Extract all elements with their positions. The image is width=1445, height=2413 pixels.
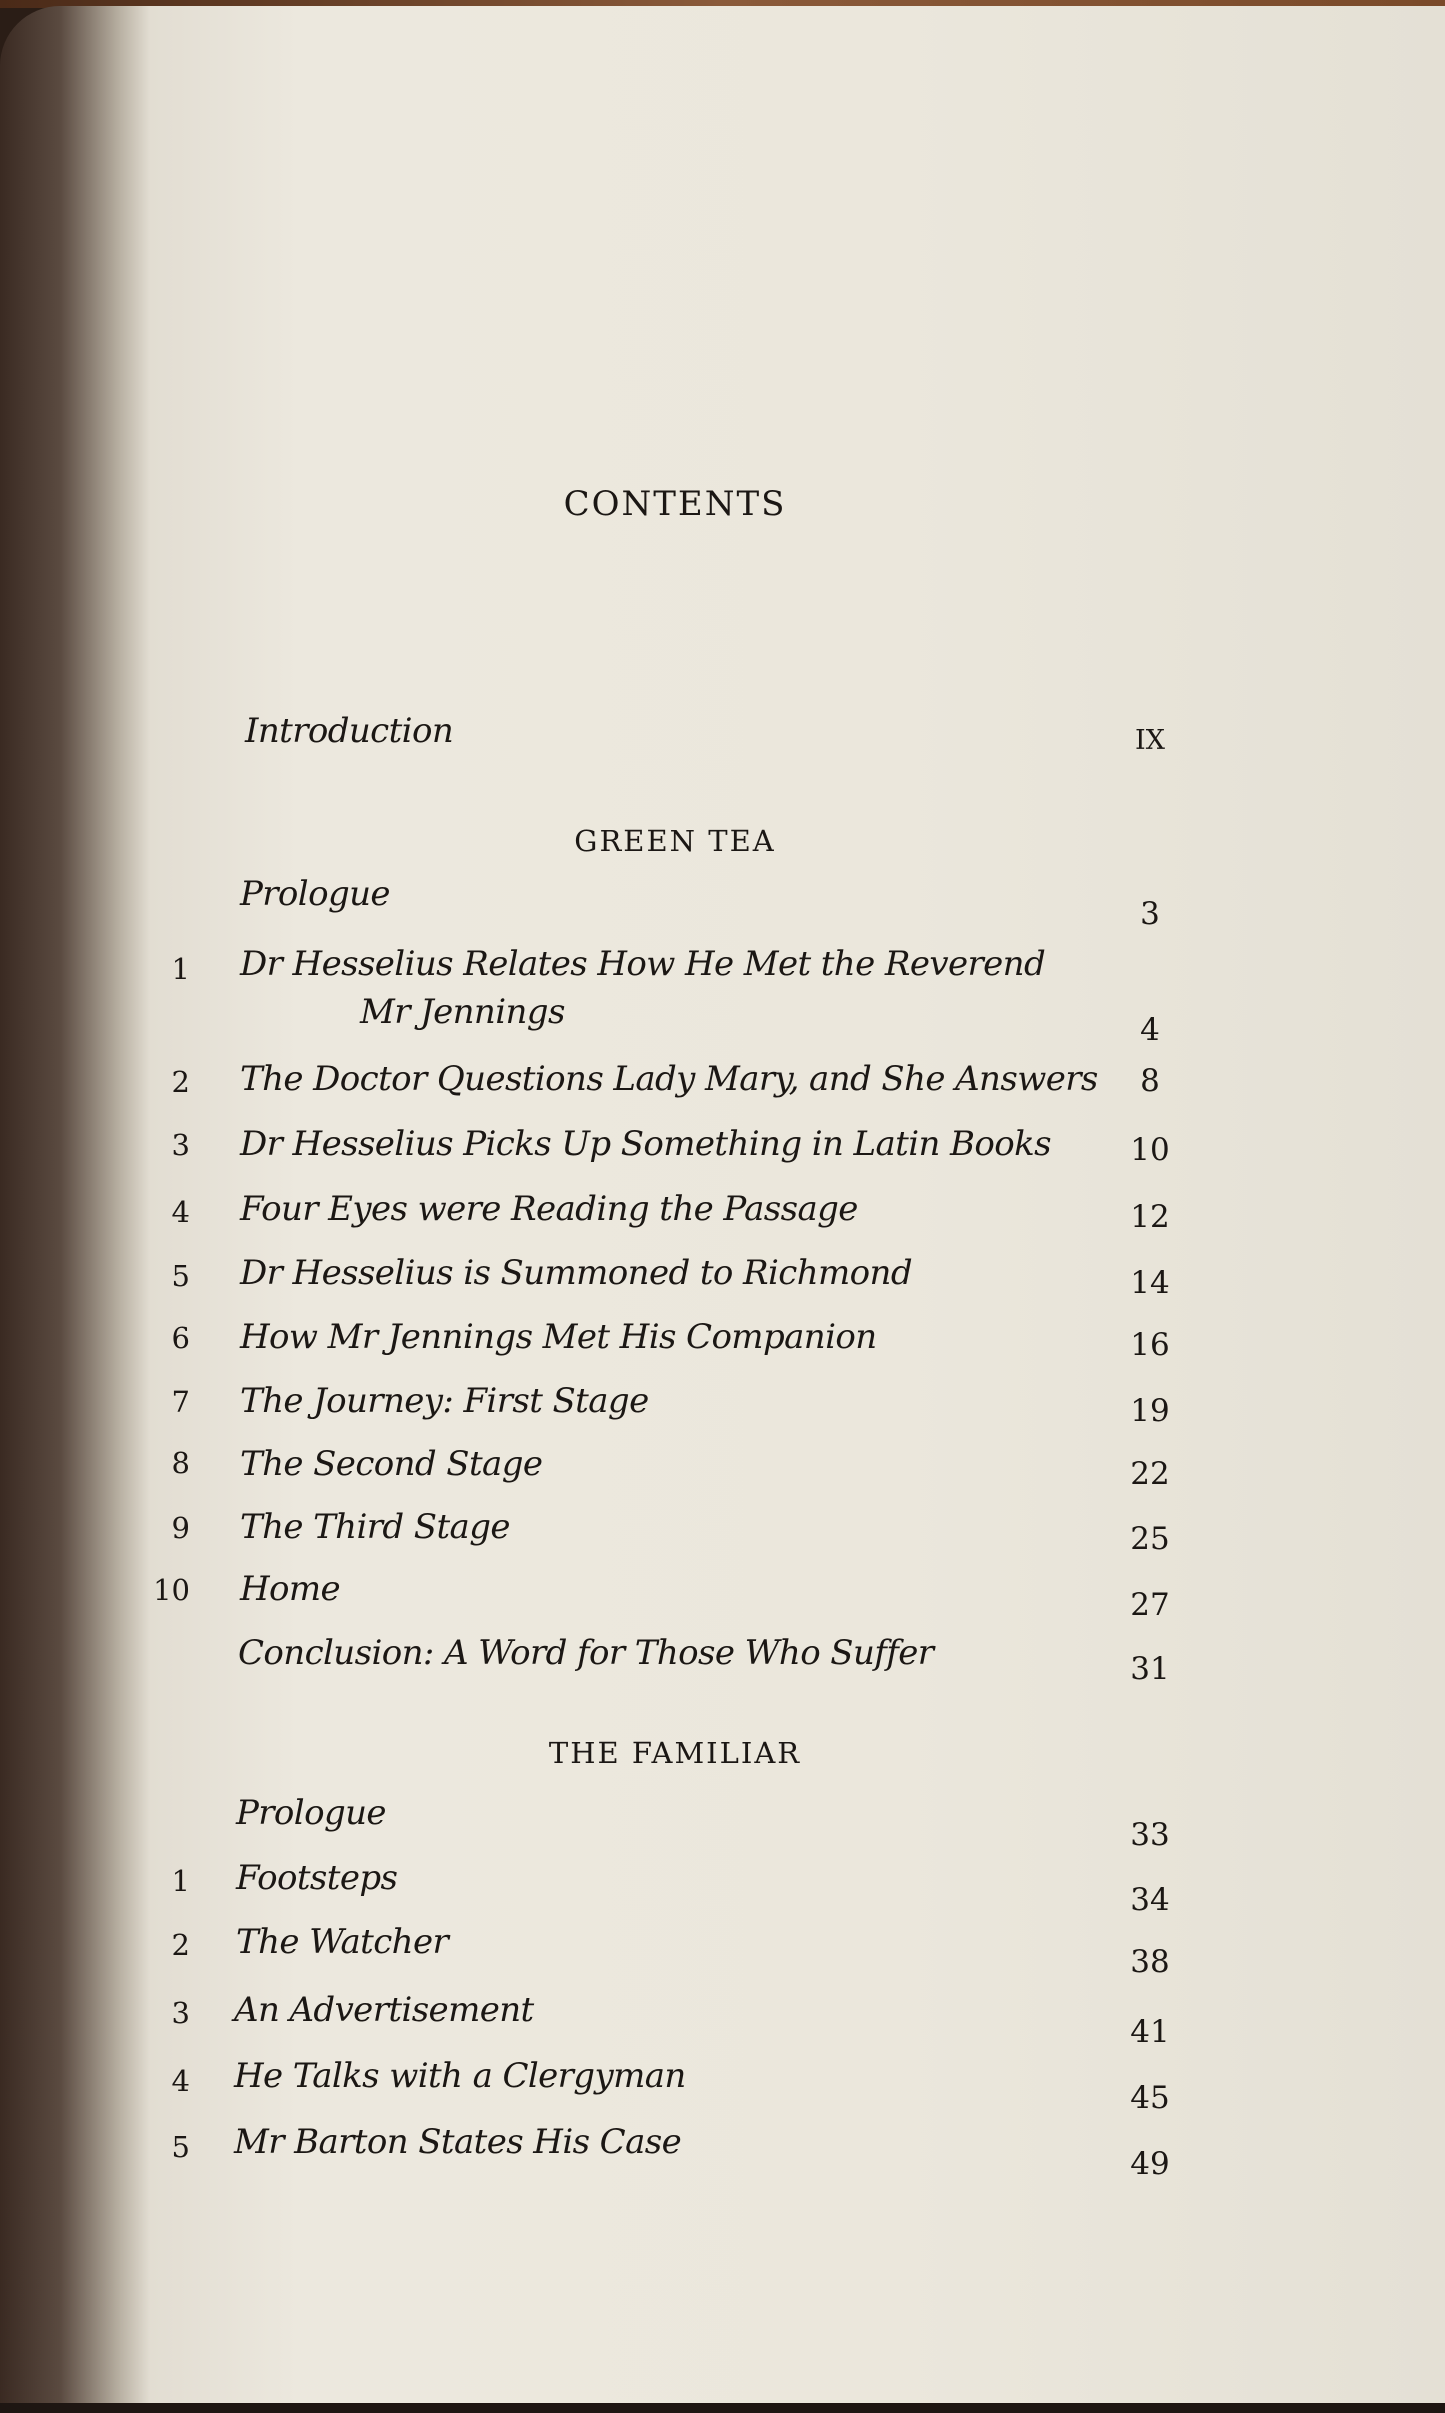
entry-title: Footsteps [236,1858,398,1898]
entry-page: 38 [1130,1944,1170,1980]
toc-entry[interactable] [0,1059,1445,1119]
entry-number: 1 [171,952,190,986]
entry-title-line1: Dr Hesselius Relates How He Met the Reverend [240,944,1046,984]
entry-page: 19 [1130,1393,1170,1429]
entry-title: Four Eyes were Reading the Passage [240,1189,858,1229]
toc-entry[interactable] [0,1858,1445,1918]
entry-title: The Watcher [236,1922,449,1962]
toc-entry[interactable] [0,1990,1445,2050]
entry-page: 27 [1130,1587,1170,1623]
entry-page: 25 [1130,1521,1170,1557]
entry-number: 3 [171,1128,190,1162]
entry-title: The Journey: First Stage [240,1381,649,1421]
toc-entry[interactable] [0,944,1445,1054]
entry-number: 4 [171,2064,190,2098]
entry-page: 33 [1130,1817,1170,1853]
entry-page: 41 [1130,2014,1170,2050]
toc-entry[interactable] [0,1444,1445,1504]
toc-entry[interactable] [0,1381,1445,1441]
entry-page: 12 [1130,1199,1170,1235]
entry-number: 3 [171,1996,190,2030]
entry-number: 6 [171,1321,190,1355]
entry-number: 2 [171,1928,190,1962]
entry-title: The Doctor Questions Lady Mary, and She Answers [240,1059,1098,1099]
entry-number: 8 [171,1446,190,1480]
toc-entry[interactable] [0,1793,1445,1853]
entry-title [240,944,1045,1032]
toc-entry[interactable] [0,1253,1445,1313]
entry-page: 4 [1140,1012,1160,1048]
toc-entry[interactable] [0,1633,1445,1693]
book-page [0,6,1445,2406]
entry-number: 10 [153,1573,190,1607]
entry-page: 22 [1130,1456,1170,1492]
entry-title: Introduction [245,711,454,751]
section-heading-the-familiar: THE FAMILIAR [548,1736,802,1770]
entry-page: 3 [1140,896,1160,932]
entry-title: Dr Hesselius is Summoned to Richmond [240,1253,912,1293]
entry-title: He Talks with a Clergyman [234,2056,686,2096]
toc-entry[interactable] [0,2122,1445,2182]
entry-title: The Second Stage [240,1444,543,1484]
entry-page: 31 [1130,1651,1170,1687]
entry-page: IX [1135,725,1165,756]
entry-page: 45 [1130,2080,1170,2116]
page-bottom-edge [0,2403,1445,2413]
toc-entry[interactable] [0,1922,1445,1982]
entry-page: 16 [1130,1327,1170,1363]
entry-page: 10 [1130,1132,1170,1168]
entry-number: 9 [171,1511,190,1545]
entry-title: Home [240,1569,341,1609]
entry-title-line2: Mr Jennings [360,992,565,1032]
toc-entry[interactable] [0,1569,1445,1629]
entry-number: 1 [171,1864,190,1898]
entry-number: 5 [171,2130,190,2164]
entry-title: Mr Barton States His Case [234,2122,682,2162]
entry-title: The Third Stage [240,1507,510,1547]
entry-title: Prologue [240,874,390,914]
toc-entry[interactable] [0,1124,1445,1184]
entry-title: Conclusion: A Word for Those Who Suffer [238,1633,934,1673]
page-title: CONTENTS [563,484,787,524]
entry-title: Dr Hesselius Picks Up Something in Latin Books [240,1124,1051,1164]
entry-number: 5 [171,1259,190,1293]
entry-number: 4 [171,1195,190,1229]
section-heading-green-tea: GREEN TEA [574,824,776,858]
entry-page: 8 [1140,1063,1160,1099]
toc-entry[interactable] [0,2056,1445,2116]
entry-page: 14 [1130,1265,1170,1301]
entry-number: 2 [171,1065,190,1099]
toc-entry[interactable] [0,1317,1445,1377]
entry-title: Prologue [236,1793,386,1833]
entry-page: 49 [1130,2146,1170,2182]
entry-title: An Advertisement [234,1990,534,2030]
entry-page: 34 [1130,1882,1170,1918]
entry-number: 7 [171,1385,190,1419]
entry-title: How Mr Jennings Met His Companion [240,1317,877,1357]
toc-entry-introduction[interactable] [0,711,1445,771]
toc-entry[interactable] [0,1507,1445,1567]
toc-entry[interactable] [0,1189,1445,1249]
toc-entry[interactable] [0,874,1445,934]
